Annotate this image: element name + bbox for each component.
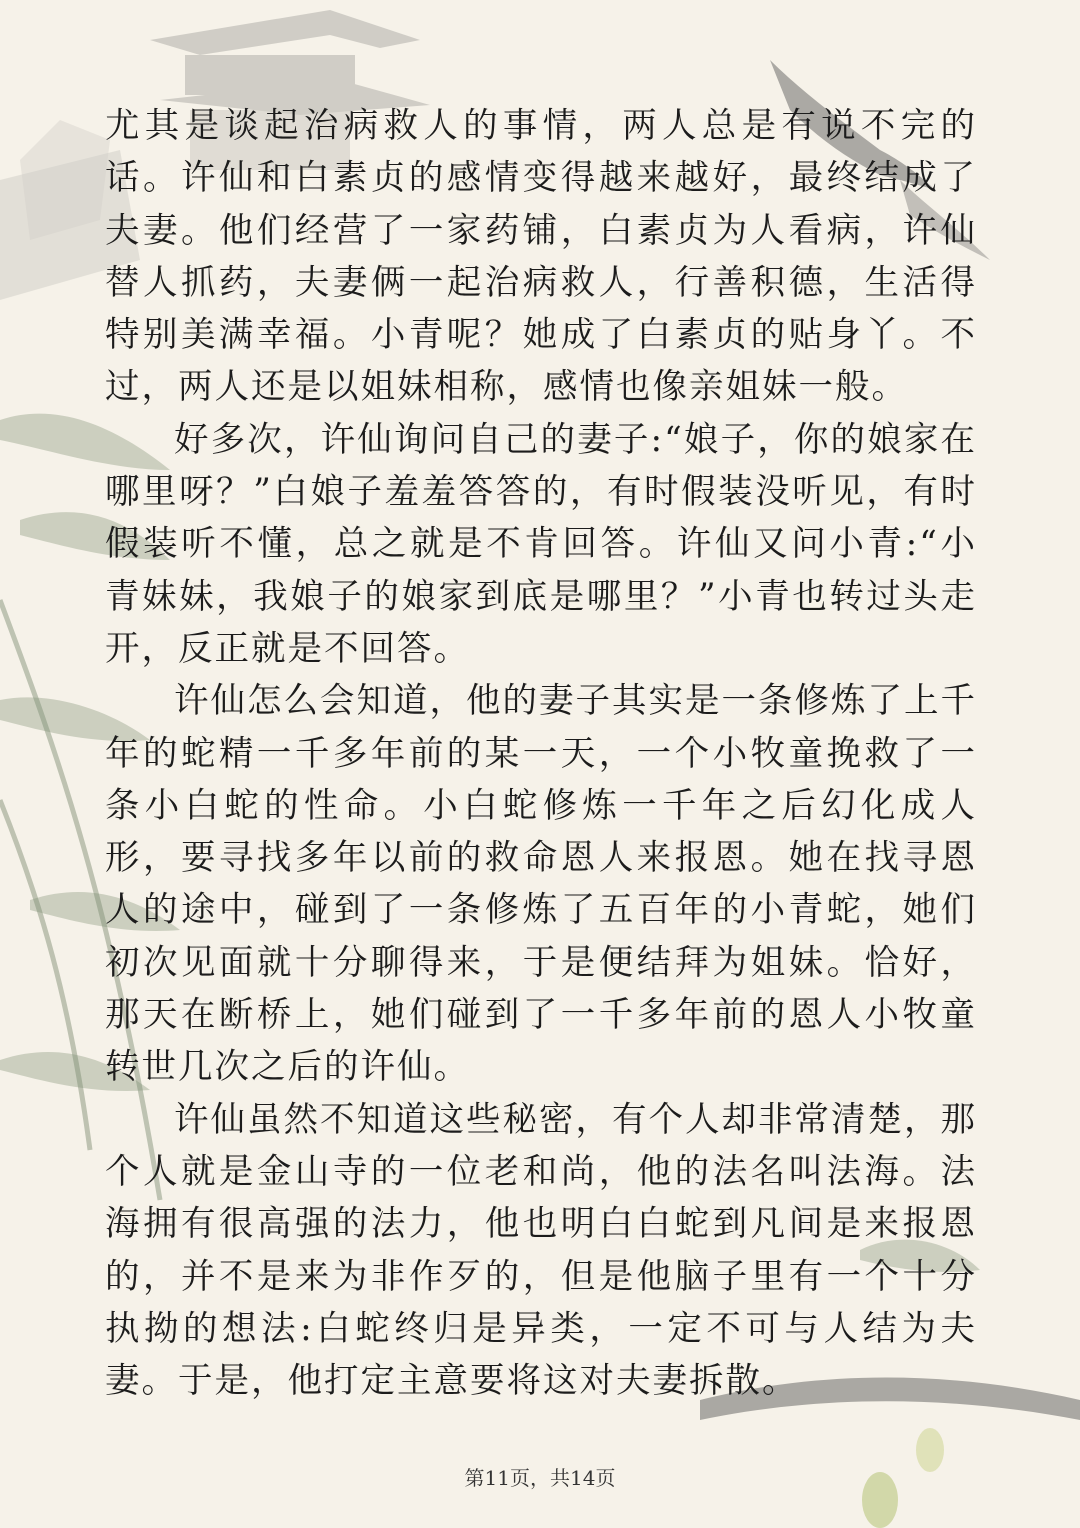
paragraph-3: 许仙怎么会知道，他的妻子其实是一条修炼了上千年的蛇精一千多年前的某一天，一个小牧童挽救了一条小白蛇的性命。小白蛇修炼一千年之后幻化成人形，要寻找多年以前的救命恩人来报恩。她在找寻恩人的途中，碰到了一条修炼了五百年的小青蛇，她们初次见面就十分聊得来，于是便结拜为姐妹。恰好，那天在断桥上，她们碰到了一千多年前的恩人小牧童转世几次之后的许仙。 [105,681,977,1088]
paragraph-4: 许仙虽然不知道这些秘密，有个人却非常清楚，那个人就是金山寺的一位老和尚，他的法名叫法海。法海拥有很高强的法力，他也明白白蛇到凡间是来报恩的，并不是来为非作歹的，但是他脑子里有一个十分执拗的想法:白蛇终归是异类，一定不可与人结为夫妻。于是，他打定主意要将这对夫妻拆散。 [105,1099,977,1402]
paragraph-2: 好多次，许仙询问自己的妻子:“娘子，你的娘家在哪里呀？”白娘子羞羞答答的，有时假装没听见，有时假装听不懂，总之就是不肯回答。许仙又问小青:“小青妹妹，我娘子的娘家到底是哪里？”小青也转过头走开，反正就是不回答。 [105,419,977,669]
page-number: 第11页，共14页 [464,1466,616,1490]
story-text [105,100,977,1407]
paragraph-1: 尤其是谈起治病救人的事情，两人总是有说不完的话。许仙和白素贞的感情变得越来越好，最终结成了夫妻。他们经营了一家药铺，白素贞为人看病，许仙替人抓药，夫妻俩一起治病救人，行善积德，生活得特别美满幸福。小青呢？她成了白素贞的贴身丫。不过，两人还是以姐妹相称，感情也像亲姐妹一般。 [105,106,977,408]
